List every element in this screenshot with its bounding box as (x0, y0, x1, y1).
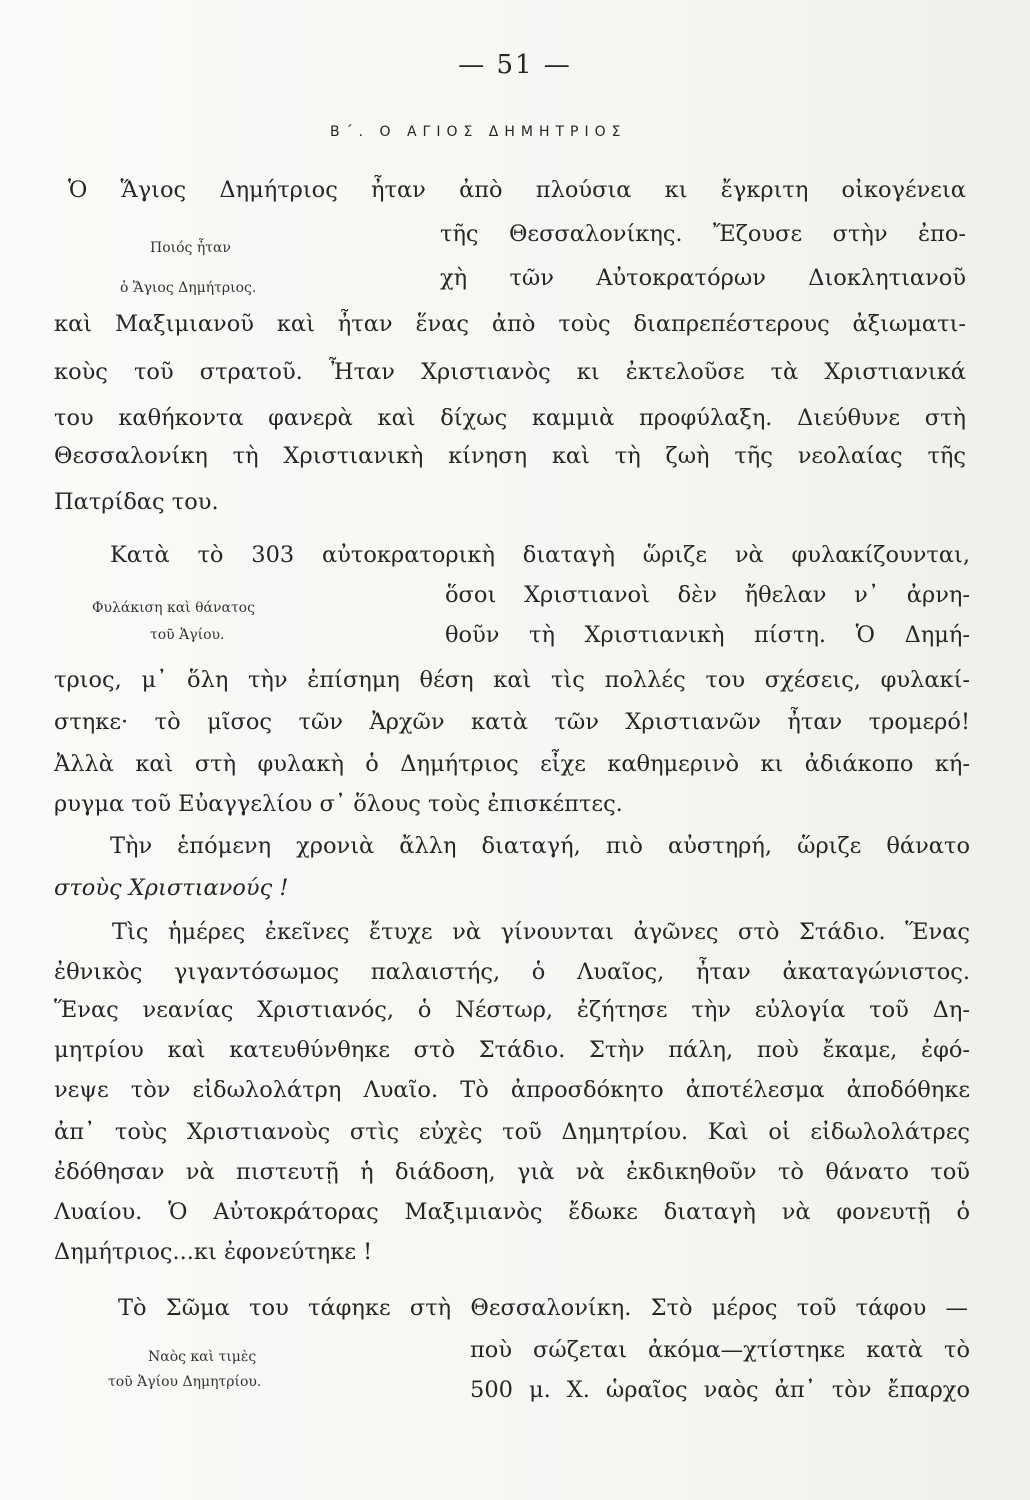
paragraph-line: Τὸ Σῶμα του τάφηκε στὴ Θεσσαλονίκη. Στὸ μέρος τοῦ τάφου — (118, 1295, 968, 1321)
paragraph-line: Τὴν ἑπόμενη χρονιὰ ἄλλη διαταγή, πιὸ αὐστηρή, ὥριζε θάνατο (110, 833, 970, 859)
paragraph-line: μητρίου καὶ κατευθύνθηκε στὸ Στάδιο. Στὴν πάλη, ποὺ ἔκαμε, ἐφό- (54, 1037, 970, 1063)
paragraph-line: θοῦν τὴ Χριστιανικὴ πίστη. Ὁ Δημή- (445, 622, 970, 648)
margin-note-line: τοῦ Ἁγίου Δημητρίου. (108, 1374, 262, 1390)
paragraph-line: στοὺς Χριστιανούς ! (54, 875, 289, 901)
paragraph-line: ὅσοι Χριστιανοὶ δὲν ἤθελαν ν᾽ ἀρνη- (445, 582, 970, 608)
paragraph-line: ἀπ᾽ τοὺς Χριστιανοὺς στὶς εὐχὲς τοῦ Δημητρίου. Καὶ οἱ εἰδωλολάτρες (54, 1119, 970, 1145)
paragraph-line: στηκε· τὸ μῖσος τῶν Ἀρχῶν κατὰ τῶν Χριστιανῶν ἦταν τρομερό! (54, 709, 970, 735)
paragraph-line: χὴ τῶν Αὐτοκρατόρων Διοκλητιανοῦ (440, 265, 966, 291)
paragraph-line: Δημήτριος...κι ἐφονεύτηκε ! (54, 1239, 373, 1265)
paragraph-line: 500 μ. Χ. ὡραῖος ναὸς ἀπ᾽ τὸν ἔπαρχο (470, 1377, 970, 1403)
margin-note-line: τοῦ Ἁγίου. (150, 627, 225, 643)
paragraph-line: Θεσσαλονίκη τὴ Χριστιανικὴ κίνηση καὶ τὴ ζωὴ τῆς νεολαίας τῆς (54, 443, 966, 469)
paragraph-line: Λυαίου. Ὁ Αὐτοκράτορας Μαξιμιανὸς ἔδωκε διαταγὴ νὰ φονευτῇ ὁ (54, 1199, 970, 1225)
paragraph-line: Ὁ Ἅγιος Δημήτριος ἦταν ἀπὸ πλούσια κι ἔγκριτη οἰκογένεια (68, 177, 966, 203)
paragraph-line: ἐδόθησαν νὰ πιστευτῇ ἡ διάδοση, γιὰ νὰ ἐκδικηθοῦν τὸ θάνατο τοῦ (54, 1159, 970, 1185)
paragraph-line: κοὺς τοῦ στρατοῦ. Ἦταν Χριστιανὸς κι ἐκτελοῦσε τὰ Χριστιανικά (54, 359, 966, 385)
paragraph-line: Πατρίδας του. (54, 489, 219, 515)
paragraph-line: νεψε τὸν εἰδωλολάτρη Λυαῖο. Τὸ ἀπροσδόκητο ἀποτέλεσμα ἀποδόθηκε (54, 1077, 970, 1103)
chapter-heading: Β΄. Ο ΑΓΙΟΣ ΔΗΜΗΤΡΙΟΣ (330, 124, 627, 140)
paragraph-line: ἐθνικὸς γιγαντόσωμος παλαιστής, ὁ Λυαῖος, ἦταν ἀκαταγώνιστος. (54, 959, 970, 985)
paragraph-line: καὶ Μαξιμιανοῦ καὶ ἦταν ἕνας ἀπὸ τοὺς διαπρεπέστερους ἀξιωματι- (54, 311, 966, 337)
paragraph-line: τριος, μ᾽ ὅλη τὴν ἐπίσημη θέση καὶ τὶς πολλές του σχέσεις, φυλακί- (54, 667, 970, 693)
page-number: — 51 — (458, 50, 572, 80)
margin-note-line: Ποιός ἦταν (150, 240, 231, 256)
paragraph-line: ρυγμα τοῦ Εὐαγγελίου σ᾽ ὅλους τοὺς ἐπισκέπτες. (54, 791, 623, 817)
paragraph-line: Ἕνας νεανίας Χριστιανός, ὁ Νέστωρ, ἐζήτησε τὴν εὐλογία τοῦ Δη- (54, 997, 970, 1023)
paragraph-line: Τὶς ἡμέρες ἐκεῖνες ἔτυχε νὰ γίνουνται ἀγῶνες στὸ Στάδιο. Ἕνας (112, 919, 970, 945)
paragraph-line: ποὺ σώζεται ἀκόμα—χτίστηκε κατὰ τὸ (470, 1337, 970, 1363)
margin-note-line: ὁ Ἅγιος Δημήτριος. (120, 280, 257, 296)
paragraph-line: του καθήκοντα φανερὰ καὶ δίχως καμμιὰ προφύλαξη. Διεύθυνε στὴ (54, 405, 966, 431)
paragraph-line: Κατὰ τὸ 303 αὐτοκρατορικὴ διαταγὴ ὥριζε νὰ φυλακίζουνται, (110, 542, 970, 568)
paragraph-line: Ἀλλὰ καὶ στὴ φυλακὴ ὁ Δημήτριος εἶχε καθημερινὸ κι ἀδιάκοπο κή- (54, 751, 970, 777)
margin-note-line: Ναὸς καὶ τιμὲς (148, 1349, 257, 1365)
paragraph-line: τῆς Θεσσαλονίκης. Ἔζουσε στὴν ἐπο- (440, 221, 966, 247)
margin-note-line: Φυλάκιση καὶ θάνατος (92, 600, 255, 616)
